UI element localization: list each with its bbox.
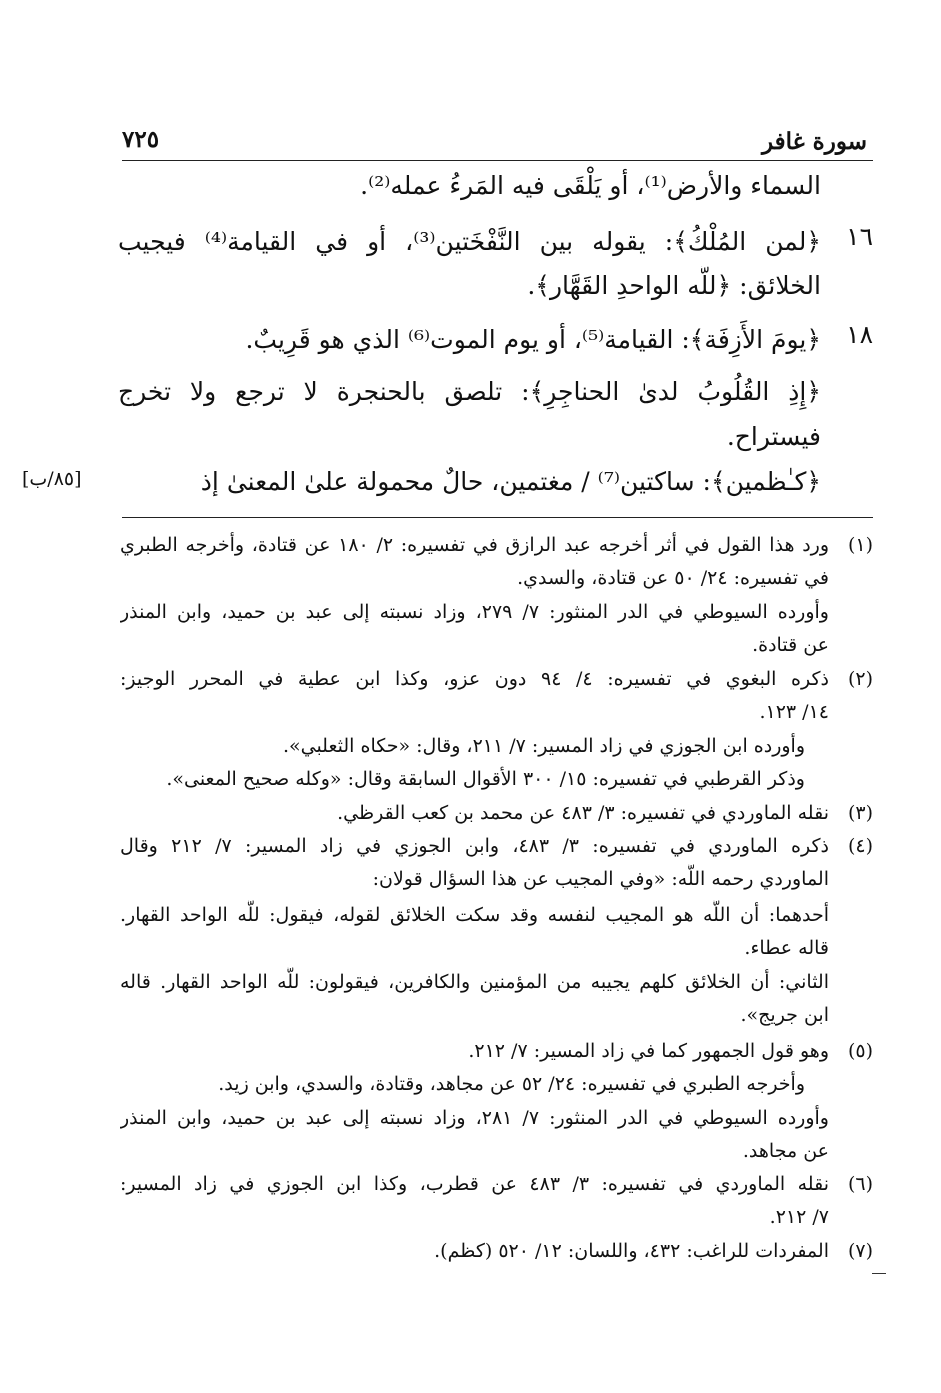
footnote-marker: (٣) — [847, 802, 873, 824]
footnote-line: الثاني: أن الخلائق كلهم يجيبه من المؤمنين والكافرين، فيقولون: للَّه الواحد القهار. قاله — [120, 971, 829, 993]
footnote-line: وأورده السيوطي في الدر المنثور: ٧/ ٢٧٩، وزاد نسبته إلى عبد بن حميد، وابن المنذر — [120, 601, 829, 623]
footnote-marker: (٥) — [847, 1040, 873, 1062]
main-line: فيستراح. — [726, 422, 821, 451]
footnote-marker: (١) — [847, 534, 873, 556]
footnote-line: وذكر القرطبي في تفسيره: ١٥/ ٣٠٠ الأقوال السابقة وقال: «وكله صحيح المعنى». — [166, 768, 805, 790]
footnote-marker: (٤) — [847, 835, 873, 857]
footnote-marker: (٢) — [847, 668, 873, 690]
footnote-divider — [122, 517, 873, 518]
footnote-line: نقله الماوردي في تفسيره: ٣/ ٤٨٣ عن قطرب، وكذا ابن الجوزي في زاد المسير: — [120, 1173, 829, 1195]
verse-number: ١٦ — [846, 222, 873, 251]
footnote-marker: (٧) — [847, 1240, 873, 1262]
footnote-line: في تفسيره: ٢٤/ ٥٠ عن قتادة، والسدي. — [517, 567, 829, 589]
footnote-line: عن قتادة. — [752, 634, 829, 656]
footnote-line: الماوردي رحمه اللَّه: «وفي المجيب عن هذا السؤال قولان: — [372, 868, 829, 890]
main-line: ﴿إِذِ القُلُوبُ لدىٰ الحناجِرِ﴾: تلصق بالحنجرة لا ترجع ولا تخرج — [118, 377, 821, 406]
footnote-line: ذكره الماوردي في تفسيره: ٣/ ٤٨٣، وابن الجوزي في زاد المسير: ٧/ ٢١٢ وقال — [120, 835, 829, 857]
footnote-line: المفردات للراغب: ٤٣٢، واللسان: ١٢/ ٥٢٠ (كظم). — [434, 1240, 829, 1262]
main-line: ﴿كـٰظمين﴾: ساكتين⁽⁷⁾ / مغتمين، حالٌ محمولة علىٰ المعنىٰ إذ — [200, 467, 821, 496]
footnote-line: وهو قول الجمهور كما في زاد المسير: ٧/ ٢١٢. — [468, 1040, 829, 1062]
page-number: ٧٢٥ — [122, 126, 160, 153]
footnote-line: نقله الماوردي في تفسيره: ٣/ ٤٨٣ عن محمد بن كعب القرظي. — [337, 802, 829, 824]
surah-title: سورة غافر — [761, 128, 867, 155]
footnote-line: ٧/ ٢١٢. — [769, 1206, 829, 1228]
footnote-line: قاله عطاء. — [744, 937, 829, 959]
main-line: الخلائق: ﴿للَّه الواحدِ القَهَّار﴾. — [527, 271, 821, 300]
header-divider — [122, 160, 873, 161]
main-line: ﴿لمن المُلْكُ﴾: يقوله بين النَّفْخَتين⁽³⁾، أو في القيامة⁽⁴⁾ فيجيب — [118, 227, 821, 256]
footnote-line: ابن جريج». — [740, 1004, 829, 1026]
page-end-mark — [872, 1273, 886, 1274]
main-line: السماء والأرض⁽¹⁾، أو يَلْقَى فيه المَرءُ عمله⁽²⁾. — [360, 171, 821, 200]
footnote-line: ١٤/ ١٢٣. — [759, 701, 829, 723]
footnote-line: وأورده ابن الجوزي في زاد المسير: ٧/ ٢١١، وقال: «حكاه الثعلبي». — [282, 735, 805, 757]
footnote-marker: (٦) — [847, 1173, 873, 1195]
footnote-line: وأخرجه الطبري في تفسيره: ٢٤/ ٥٢ عن مجاهد، وقتادة، والسدي، وابن زيد. — [218, 1073, 805, 1095]
footnote-line: ورد هذا القول في أثر أخرجه عبد الرازق في تفسيره: ٢/ ١٨٠ عن قتادة، وأخرجه الطبري — [120, 534, 829, 556]
footnote-line: عن مجاهد. — [742, 1140, 829, 1162]
footnote-line: وأورده السيوطي في الدر المنثور: ٧/ ٢٨١، وزاد نسبته إلى عبد بن حميد، وابن المنذر — [120, 1107, 829, 1129]
main-line: ﴿يومَ الأَزِفَة﴾: القيامة⁽⁵⁾، أو يوم الموت⁽⁶⁾ الذي هو قَرِيبٌ. — [245, 325, 821, 354]
manuscript-folio-ref: [٨٥/ب] — [22, 468, 82, 490]
footnote-line: أحدهما: أن اللَّه هو المجيب لنفسه وقد سكت الخلائق لقوله، فيقول: للَّه الواحد القهار. — [120, 904, 829, 926]
footnote-line: ذكره البغوي في تفسيره: ٤/ ٩٤ دون عزو، وكذا ابن عطية في المحرر الوجيز: — [120, 668, 829, 690]
verse-number: ١٨ — [846, 320, 873, 349]
